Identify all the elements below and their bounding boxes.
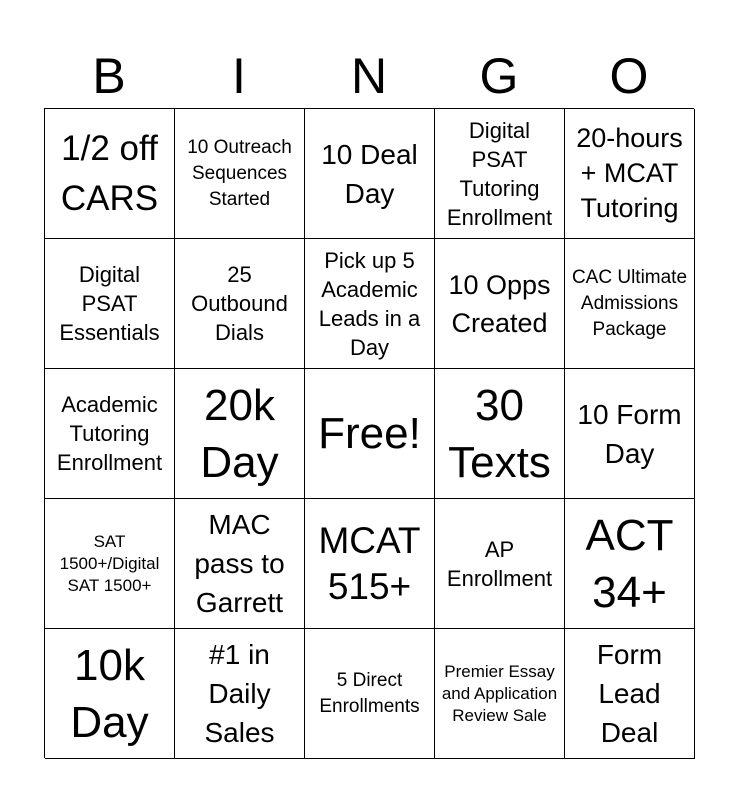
bingo-cell-r5-c5[interactable] bbox=[565, 629, 695, 759]
bingo-cell-text: SAT 1500+/Digital SAT 1500+ bbox=[59, 531, 160, 595]
bingo-cell-text: Digital PSAT Tutoring Enrollment bbox=[446, 117, 553, 230]
bingo-cell-text: 1/2 off CARS bbox=[60, 128, 159, 218]
bingo-cell-text: 30 Texts bbox=[448, 380, 551, 487]
bingo-board bbox=[44, 108, 694, 758]
bingo-cell-r4-c3[interactable] bbox=[305, 499, 435, 629]
bingo-cell-r3-c3[interactable] bbox=[305, 369, 435, 499]
bingo-cell-r2-c2[interactable] bbox=[175, 239, 305, 369]
bingo-cell-text: 10 Form Day bbox=[577, 398, 682, 469]
bingo-header bbox=[44, 44, 694, 108]
header-letter-b: B bbox=[92, 48, 126, 104]
bingo-cell-r4-c5[interactable] bbox=[565, 499, 695, 629]
bingo-cell-text: 10 Opps Created bbox=[448, 269, 551, 338]
bingo-cell-text: 25 Outbound Dials bbox=[191, 262, 288, 345]
bingo-cell-text: #1 in Daily Sales bbox=[204, 639, 275, 748]
bingo-cell-text: ACT 34+ bbox=[585, 510, 674, 617]
header-letter-i: I bbox=[232, 48, 246, 104]
bingo-cell-text: 10k Day bbox=[70, 640, 149, 747]
bingo-cell-text: MCAT 515+ bbox=[318, 519, 421, 607]
header-letter-o: O bbox=[609, 48, 649, 104]
bingo-cell-r5-c2[interactable] bbox=[175, 629, 305, 759]
bingo-cell-text: Free! bbox=[318, 409, 421, 458]
bingo-cell-r2-c5[interactable] bbox=[565, 239, 695, 369]
bingo-cell-text: 20k Day bbox=[200, 380, 279, 487]
bingo-cell-text: MAC pass to Garrett bbox=[194, 509, 285, 618]
bingo-cell-r1-c2[interactable] bbox=[175, 109, 305, 239]
bingo-cell-text: 10 Deal Day bbox=[321, 138, 418, 209]
bingo-cell-r4-c4[interactable] bbox=[435, 499, 565, 629]
bingo-cell-text: Form Lead Deal bbox=[596, 639, 663, 748]
bingo-cell-r4-c1[interactable] bbox=[45, 499, 175, 629]
bingo-cell-r2-c4[interactable] bbox=[435, 239, 565, 369]
bingo-cell-text: Premier Essay and Application Review Sale bbox=[441, 661, 558, 725]
bingo-cell-text: 5 Direct Enrollments bbox=[319, 669, 420, 717]
bingo-cell-r3-c5[interactable] bbox=[565, 369, 695, 499]
bingo-cell-r1-c1[interactable] bbox=[45, 109, 175, 239]
bingo-cell-r1-c4[interactable] bbox=[435, 109, 565, 239]
bingo-cell-r1-c3[interactable] bbox=[305, 109, 435, 239]
header-letter-n: N bbox=[350, 48, 388, 104]
bingo-cell-r1-c5[interactable] bbox=[565, 109, 695, 239]
bingo-cell-text: Pick up 5 Academic Leads in a Day bbox=[318, 247, 421, 360]
header-letter-g: G bbox=[479, 48, 519, 104]
bingo-cell-text: AP Enrollment bbox=[446, 536, 553, 591]
bingo-cell-r3-c1[interactable] bbox=[45, 369, 175, 499]
bingo-cell-r2-c1[interactable] bbox=[45, 239, 175, 369]
bingo-cell-r3-c2[interactable] bbox=[175, 369, 305, 499]
bingo-cell-text: 20-hours + MCAT Tutoring bbox=[576, 123, 683, 223]
bingo-cell-r4-c2[interactable] bbox=[175, 499, 305, 629]
bingo-cell-text: CAC Ultimate Admissions Package bbox=[571, 266, 688, 340]
bingo-cell-text: Digital PSAT Essentials bbox=[59, 262, 160, 345]
bingo-cell-r2-c3[interactable] bbox=[305, 239, 435, 369]
bingo-cell-r3-c4[interactable] bbox=[435, 369, 565, 499]
bingo-cell-text: Academic Tutoring Enrollment bbox=[56, 392, 163, 475]
bingo-cell-r5-c3[interactable] bbox=[305, 629, 435, 759]
bingo-cell-r5-c1[interactable] bbox=[45, 629, 175, 759]
bingo-cell-text: 10 Outreach Sequences Started bbox=[187, 136, 292, 210]
bingo-cell-r5-c4[interactable] bbox=[435, 629, 565, 759]
